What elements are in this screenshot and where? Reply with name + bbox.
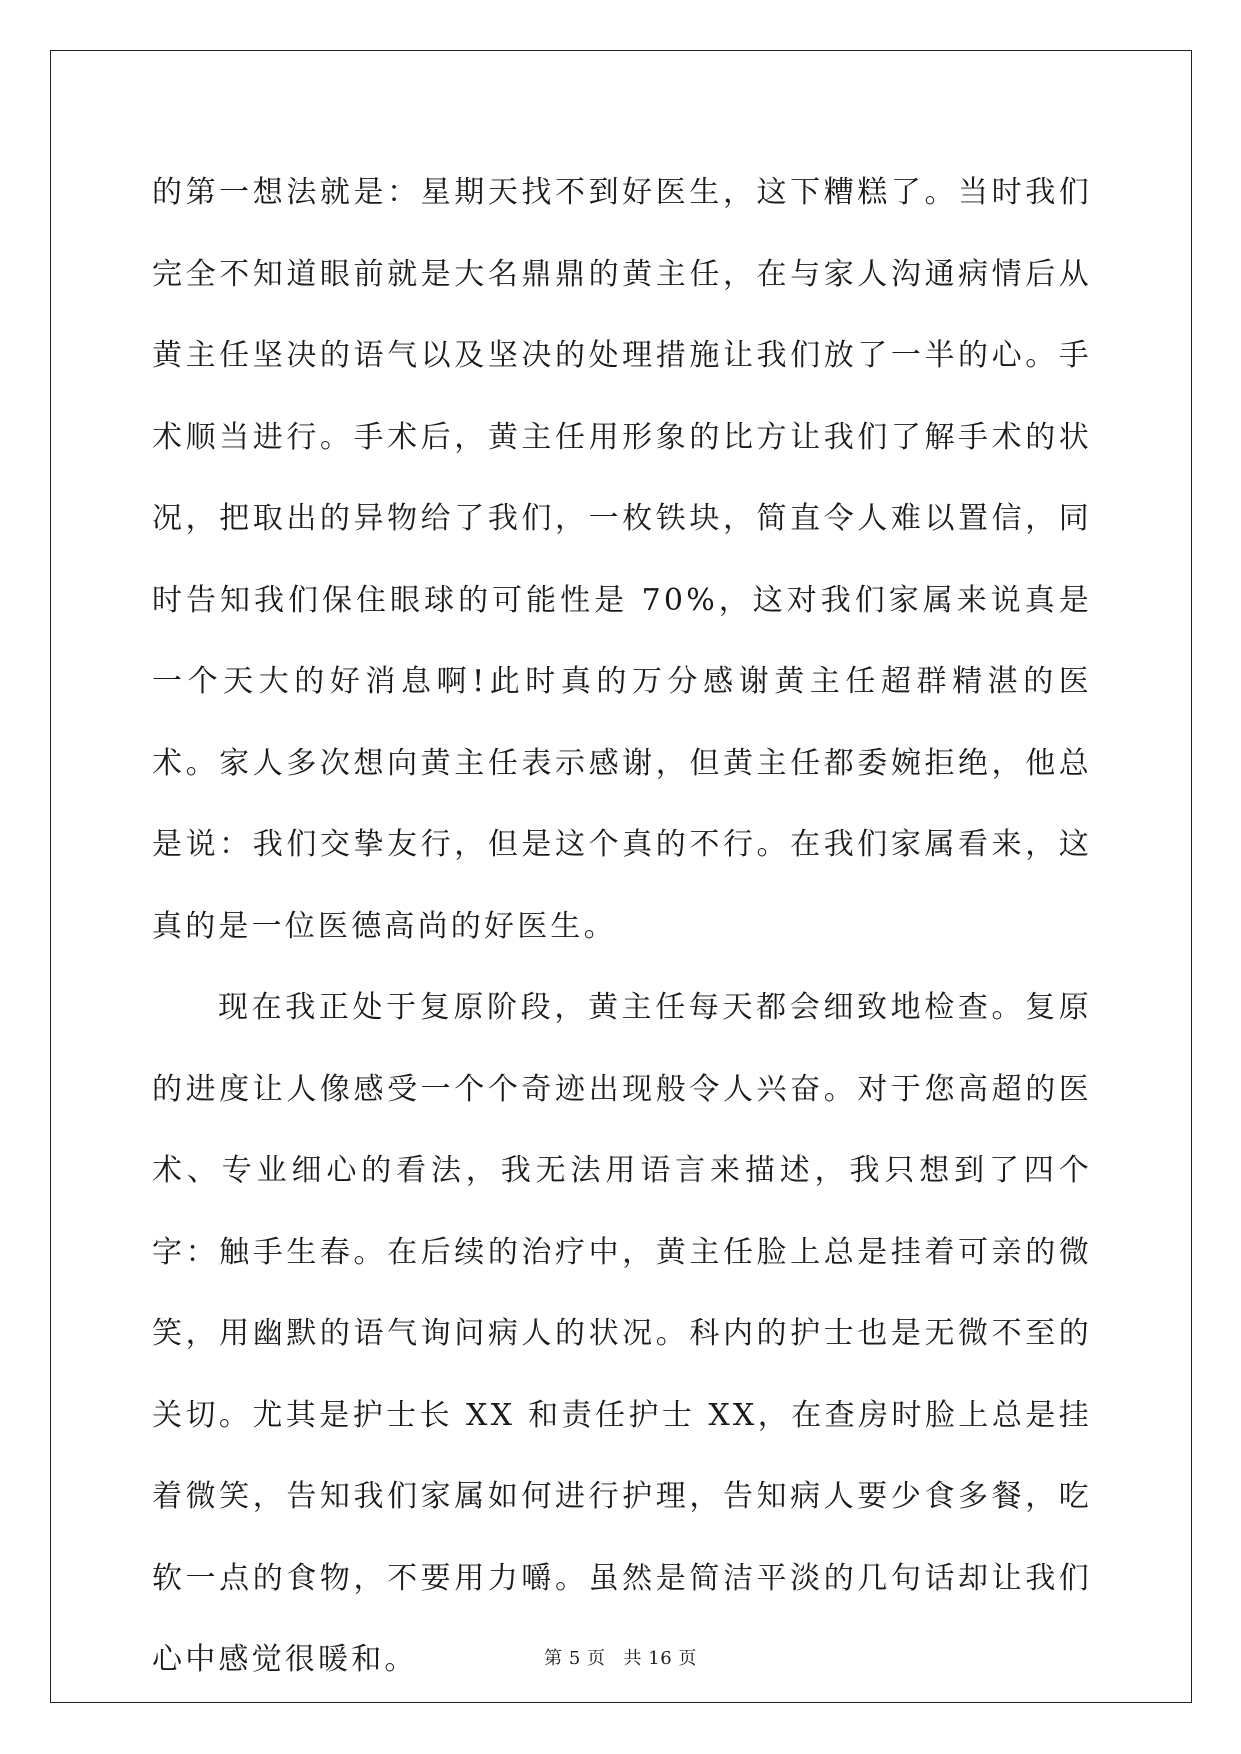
page-footer xyxy=(0,1644,1241,1670)
document-body xyxy=(152,152,1092,1701)
paragraph-2: 现在我正处于复原阶段，黄主任每天都会细致地检查。复原的进度让人像感受一个个奇迹出现般令人兴奋。对于您高超的医术、专业细心的看法，我无法用语言来描述，我只想到了四个字：触手生春。在后续的治疗中，黄主任脸上总是挂着可亲的微笑，用幽默的语气询问病人的状况。科内的护士也是无微不至的关切。尤其是护士长 XX 和责任护士 XX，在查房时脸上总是挂着微笑，告知我们家属如何进行护理，告知病人要少食多餐，吃软一点的食物，不要用力嚼。虽然是简洁平淡的几句话却让我们心中感觉很暖和。 xyxy=(152,990,1092,1677)
page-total: 共 16 页 xyxy=(623,1648,697,1669)
paragraph-1: 的第一想法就是：星期天找不到好医生，这下糟糕了。当时我们完全不知道眼前就是大名鼎鼎的黄主任，在与家人沟通病情后从黄主任坚决的语气以及坚决的处理措施让我们放了一半的心。手术顺当进行。手术后，黄主任用形象的比方让我们了解手术的状况，把取出的异物给了我们，一枚铁块，简直令人难以置信，同时告知我们保住眼球的可能性是 70%，这对我们家属来说真是一个天大的好消息啊!此时真的万分感谢黄主任超群精湛的医术。家人多次想向黄主任表示感谢，但黄主任都委婉拒绝，他总是说：我们交挚友行，但是这个真的不行。在我们家属看来，这真的是一位医德高尚的好医生。 xyxy=(152,175,1092,944)
page-number: 第 5 页 xyxy=(544,1648,606,1669)
